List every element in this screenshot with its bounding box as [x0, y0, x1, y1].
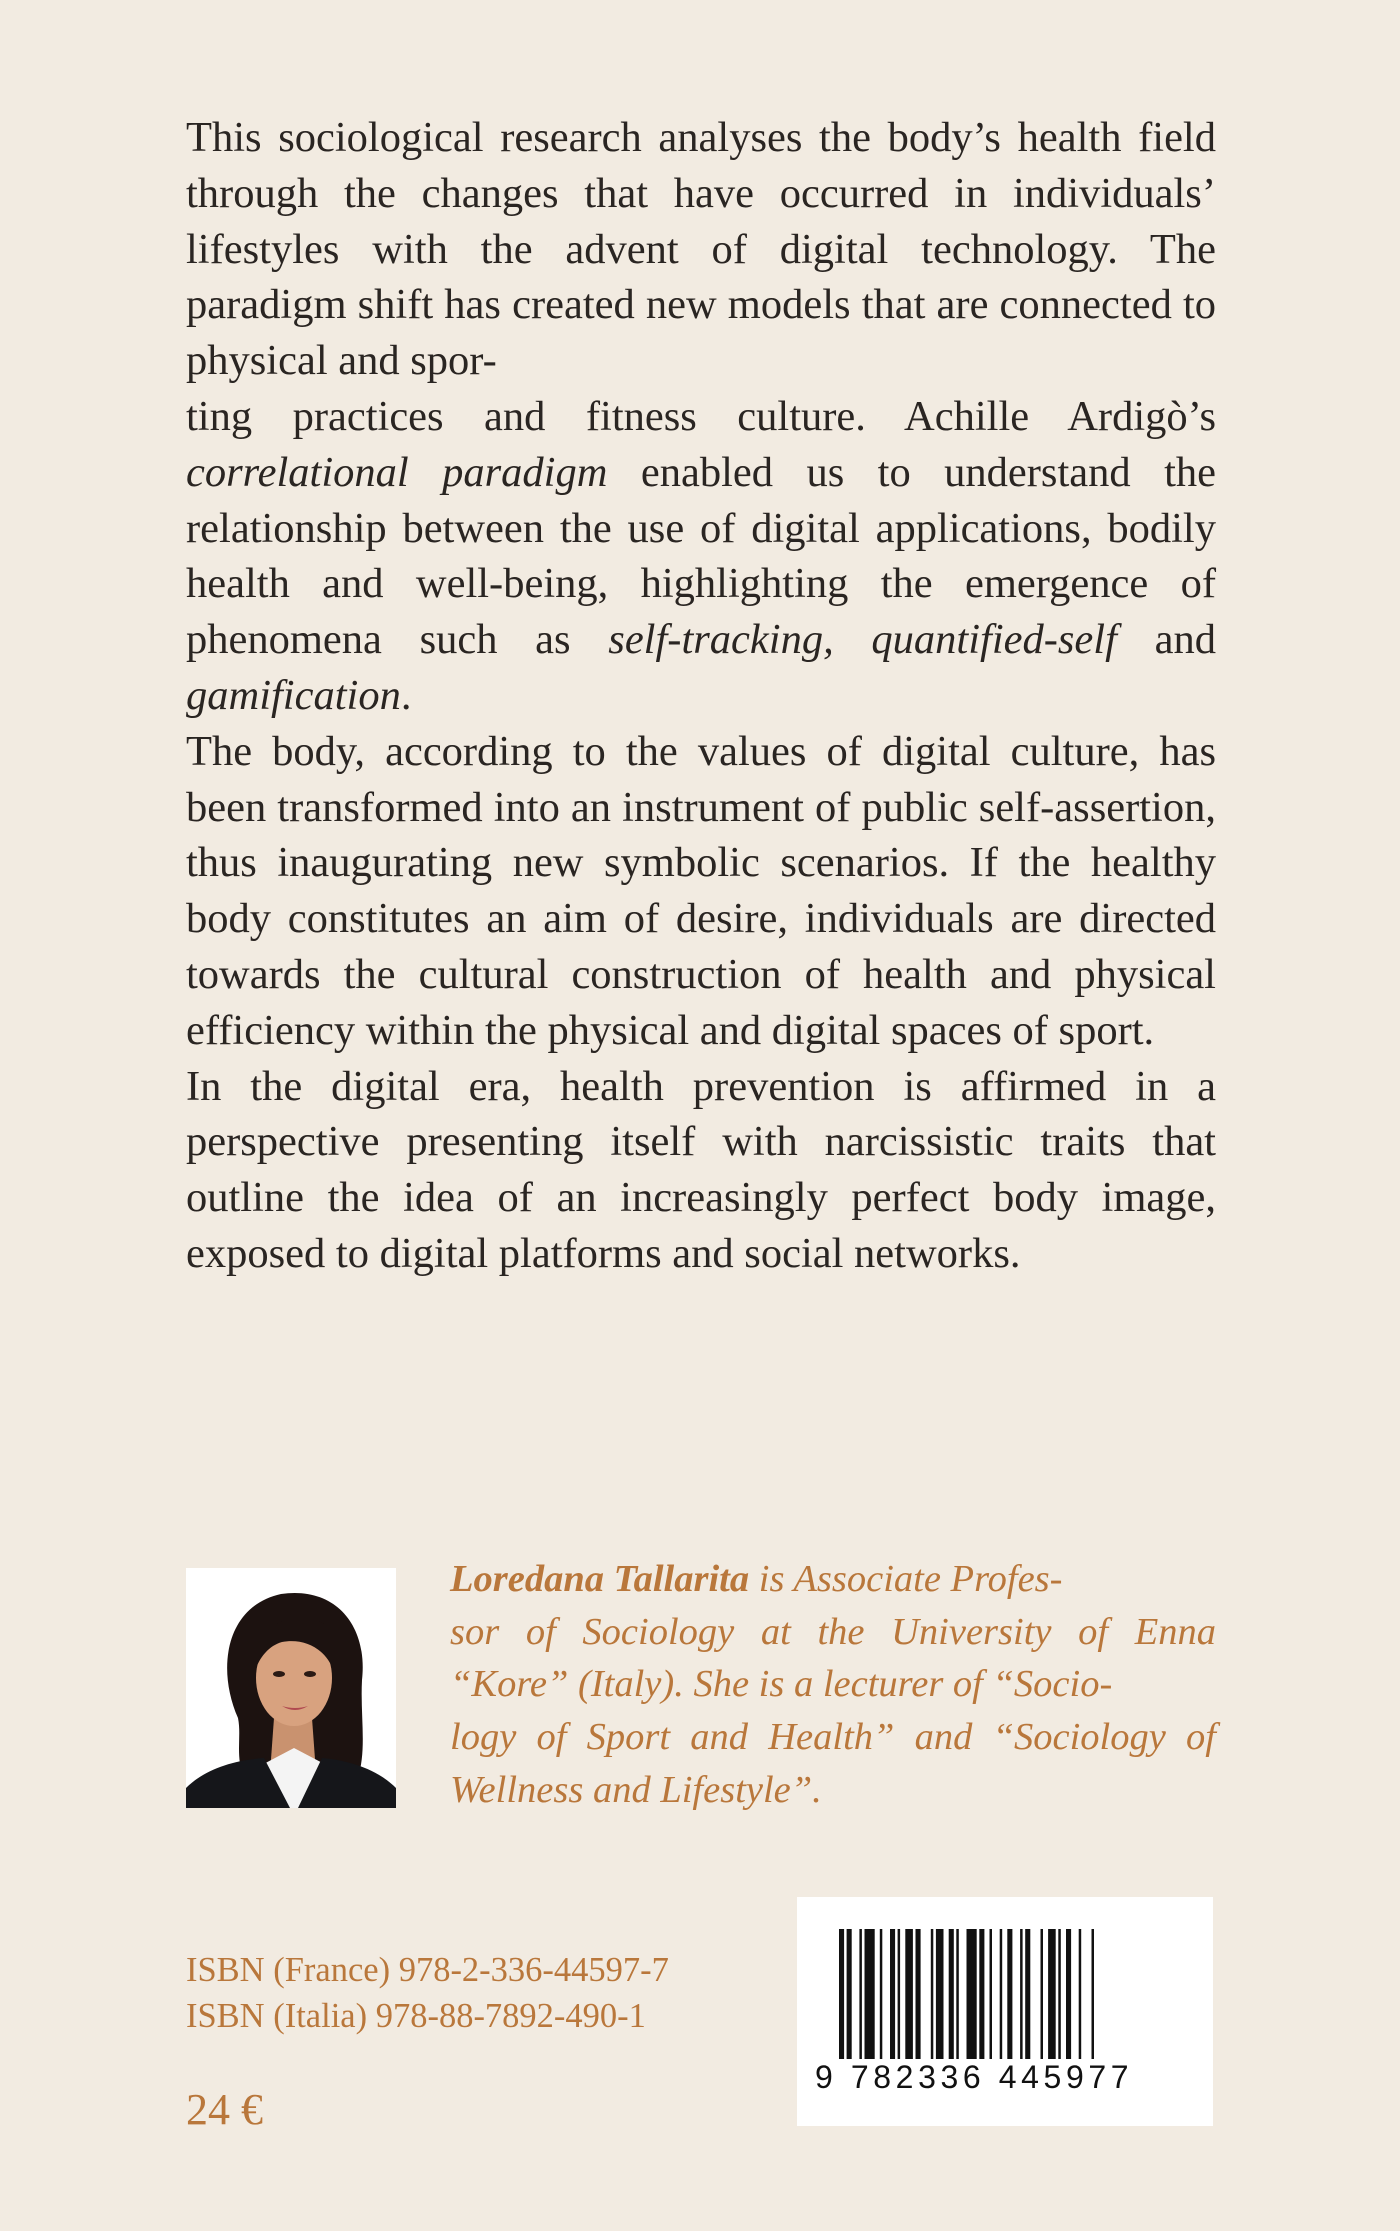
price: 24 €: [186, 2085, 263, 2134]
blurb-p1-text-a: This sociological research analyses the body’s health field through the changes that have occurred in individuals’ lifestyles with the advent of digital technology. The paradigm shift has created new models that are connected to physical and spor: [186, 114, 1216, 385]
barcode-bar: [847, 1929, 852, 2059]
blurb-p1-text-e: .: [400, 671, 412, 719]
barcode: [797, 1897, 1213, 2126]
author-bio-text-c: logy of Sport and Health” and “Sociology of Wellness and Lifestyle”.: [450, 1716, 1216, 1811]
barcode-bar: [1000, 1929, 1003, 2059]
author-portrait-image: [186, 1568, 396, 1808]
blurb-paragraph-1: This sociological research analyses the body’s health field through the changes that have occurred in individuals’ lifestyles with the advent of digital technology. The paradigm shift has created new models that are connected to physical and spor- ting practices and fitness culture. Achille Ardigò’s correlational paradigm enabled us to understand the relationship between the use of digital applications, bodily health and well-being, highlighting the emergence of phenomena such as self-tracking, quantified-self and gamification.: [186, 114, 1216, 719]
barcode-bar: [916, 1929, 921, 2059]
isbn-france: ISBN (France) 978-2-336-44597-7: [186, 1951, 669, 1989]
isbn-block: [186, 1947, 669, 2039]
isbn-italia: ISBN (Italia) 978-88-7892-490-1: [186, 1997, 646, 2035]
author-bio: Loredana Tallarita is Associate Profes- sor of Sociology at the University of Enna “Kore” (Italy). She is a lecturer of “Socio- logy of Sport and Health” and “Sociology of Wellness and Lifestyle”.: [450, 1558, 1216, 1811]
author-bio-text-b: sor of Sociology at the University of Enna “Kore” (Italy). She is a lecturer of “Socio: [450, 1610, 1216, 1706]
barcode-digits: 9 782336 445977: [815, 2059, 1134, 2095]
barcode-bar: [890, 1929, 895, 2059]
term-gamification: gamification: [186, 671, 401, 719]
barcode-bar: [1058, 1929, 1061, 2059]
barcode-bar: [990, 1929, 993, 2059]
barcode-bar: [967, 1929, 977, 2059]
barcode-bar: [936, 1929, 944, 2059]
barcode-bar: [1048, 1929, 1056, 2059]
author-photo: [186, 1568, 396, 1808]
barcode-bar: [1007, 1929, 1012, 2059]
barcode-bar: [1041, 1929, 1044, 2059]
author-name: Loredana Tallarita: [450, 1558, 750, 1600]
blurb-p1-text-b: ting practices and fitness culture. Achille Ardigò’s: [186, 392, 1216, 440]
barcode-bar: [1092, 1929, 1095, 2059]
barcode-bar: [898, 1929, 901, 2059]
barcode-bar: [880, 1929, 883, 2059]
barcode-bar: [839, 1929, 844, 2059]
barcode-bar: [931, 1929, 934, 2059]
barcode-bar: [905, 1929, 913, 2059]
barcode-bar: [1020, 1929, 1023, 2059]
blurb-p1-text-d: and: [1116, 616, 1216, 664]
term-correlational-paradigm: correlational paradigm: [186, 448, 608, 496]
barcode-bar: [1079, 1929, 1082, 2059]
barcode-bar: [956, 1929, 959, 2059]
barcode-bar: [979, 1929, 984, 2059]
blurb-paragraph-3: In the digital era, health prevention is affirmed in a perspective presenting itself with narcissistic traits that outline the idea of an increasingly perfect body image, exposed to digital platforms and social networks.: [186, 1062, 1216, 1277]
blurb-paragraph-2: The body, according to the values of digital culture, has been transformed into an instrument of public self-assertion, thus inaugurating new symbolic scenarios. If the healthy body constitutes an aim of desire, individuals are directed towards the cultural construction of health and physical efficiency within the physical and digital spaces of sport.: [186, 727, 1216, 1054]
term-self-tracking: self-tracking, quantified-self: [608, 616, 1117, 664]
barcode-bar: [1025, 1929, 1030, 2059]
barcode-bar: [865, 1929, 875, 2059]
author-bio-text-a: is Associate Profes: [749, 1558, 1050, 1600]
blurb-p1-text-c: enabled us to understand the relationship between the use of digital applications, bodily health and well-being, highlighting the emergence of phenomena such as: [186, 448, 1216, 664]
barcode-bar: [1066, 1929, 1071, 2059]
barcode-bar: [859, 1929, 862, 2059]
back-cover-blurb: [186, 110, 1216, 1282]
barcode-bar: [949, 1929, 954, 2059]
